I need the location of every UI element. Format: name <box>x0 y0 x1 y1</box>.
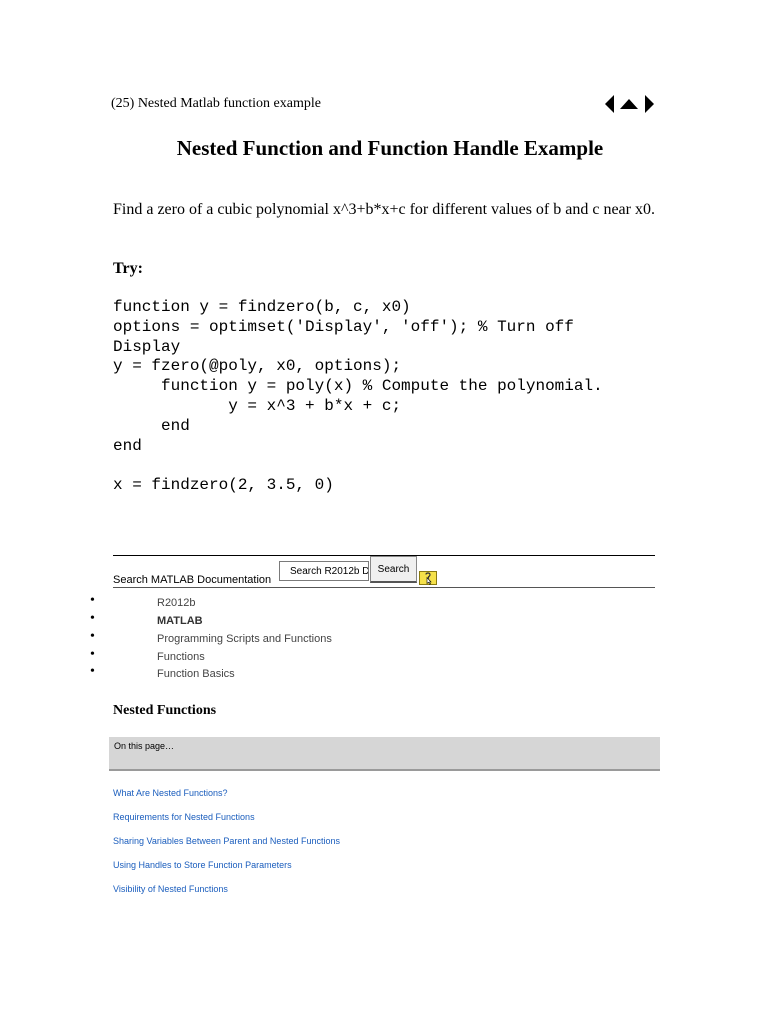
help-icon[interactable] <box>419 571 437 585</box>
bullet: • <box>90 593 95 608</box>
code-line: y = fzero(@poly, x0, options); <box>113 357 402 376</box>
breadcrumb-link[interactable]: Programming Scripts and Functions <box>157 633 332 645</box>
bullet: • <box>90 664 95 679</box>
toc-link[interactable]: Visibility of Nested Functions <box>113 884 228 894</box>
on-this-page-box <box>109 737 660 771</box>
next-arrow-icon[interactable] <box>645 95 654 113</box>
breadcrumb-link[interactable]: Functions <box>157 651 205 663</box>
page-title: Nested Function and Function Handle Example <box>176 136 604 160</box>
breadcrumb-link[interactable]: Function Basics <box>157 668 235 680</box>
up-arrow-icon[interactable] <box>620 99 638 109</box>
code-block <box>113 298 653 496</box>
code-line: end <box>113 436 142 455</box>
slide-label: (25) Nested Matlab function example <box>111 96 321 111</box>
toc-link[interactable]: What Are Nested Functions? <box>113 788 228 798</box>
search-button[interactable]: Search <box>370 556 417 583</box>
code-line: options = optimset('Display', 'off'); % Turn off <box>113 317 574 336</box>
search-label: Search MATLAB Documentation <box>113 574 272 586</box>
search-input[interactable] <box>279 561 369 581</box>
intro-paragraph: Find a zero of a cubic polynomial x^3+b*x+c for different values of b and c near x0. <box>113 201 655 218</box>
code-line: end <box>113 416 190 435</box>
code-line: function y = findzero(b, c, x0) <box>113 298 411 316</box>
section-title: Nested Functions <box>113 703 217 718</box>
breadcrumb-link[interactable]: R2012b <box>157 597 196 609</box>
bullet: • <box>90 629 95 644</box>
try-label: Try: <box>113 260 143 277</box>
bullet: • <box>90 647 95 662</box>
breadcrumb-link[interactable]: MATLAB <box>157 615 203 627</box>
code-line: Display <box>113 337 181 356</box>
bullet: • <box>90 611 95 626</box>
toc-link[interactable]: Sharing Variables Between Parent and Nested Functions <box>113 836 340 846</box>
on-this-page-label: On this page… <box>114 741 175 751</box>
divider <box>113 587 655 588</box>
previous-arrow-icon[interactable] <box>605 95 614 113</box>
code-line: y = x^3 + b*x + c; <box>113 396 402 415</box>
code-line: x = findzero(2, 3.5, 0) <box>113 476 334 495</box>
code-line: function y = poly(x) % Compute the polynomial. <box>113 377 603 396</box>
slide-navigation <box>604 94 656 114</box>
toc-link[interactable]: Requirements for Nested Functions <box>113 812 255 822</box>
toc-link[interactable]: Using Handles to Store Function Parameters <box>113 860 292 870</box>
